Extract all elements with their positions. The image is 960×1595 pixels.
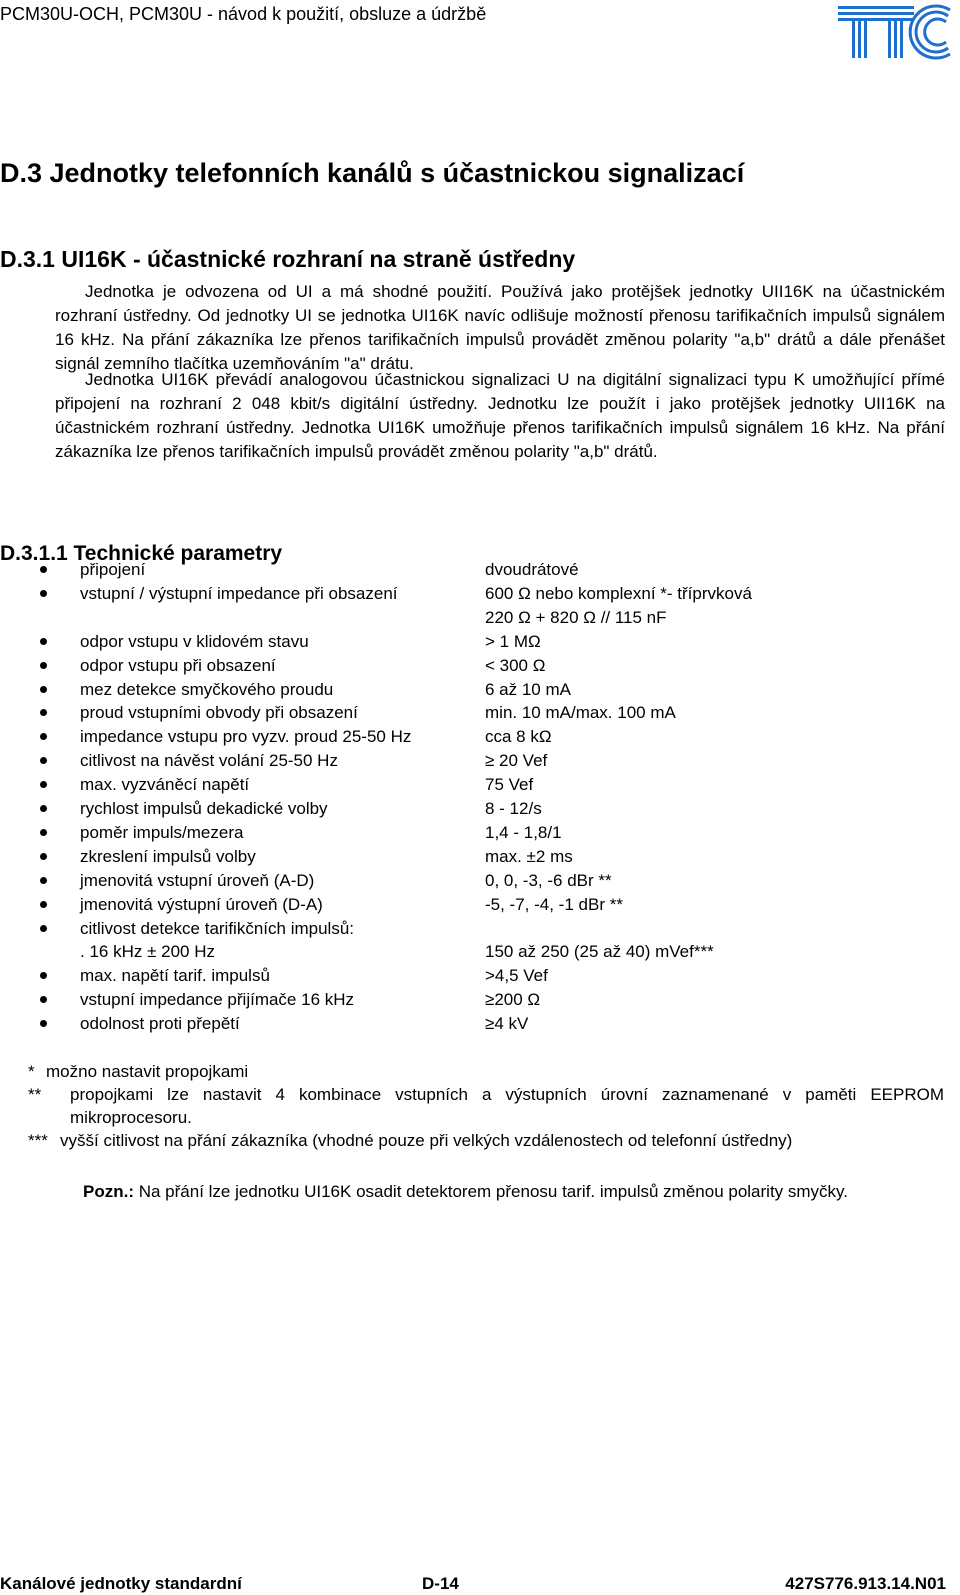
bullet-icon [40, 733, 47, 740]
param-row [0, 608, 900, 632]
bullet-icon [40, 590, 47, 597]
param-value: 0, 0, -3, -6 dBr ** [485, 870, 612, 890]
param-row [0, 823, 900, 847]
param-name: jmenovitá vstupní úroveň (A-D) [80, 870, 315, 890]
footnote-mark: ** [28, 1085, 42, 1104]
param-value: 1,4 - 1,8/1 [485, 822, 562, 842]
param-value: > 1 MΩ [485, 631, 541, 651]
param-name: citlivost detekce tarifikčních impulsů: [80, 918, 354, 938]
param-row [0, 799, 900, 823]
footnote-text: propojkami lze nastavit 4 kombinace vstupních a výstupních úrovní zaznamenané v paměti EEPROM mikroprocesoru. [70, 1085, 944, 1127]
param-name: připojení [80, 560, 146, 579]
param-value: 150 až 250 (25 až 40) mVef*** [485, 942, 714, 962]
bullet-icon [40, 757, 47, 764]
param-value: -5, -7, -4, -1 dBr ** [485, 894, 623, 914]
param-name: odolnost proti přepětí [80, 1014, 240, 1034]
param-name: zkreslení impulsů volby [80, 846, 256, 866]
bullet-icon [40, 686, 47, 693]
param-name: jmenovitá výstupní úroveň (D-A) [80, 894, 323, 914]
footnotes [28, 1060, 944, 1152]
param-row [0, 895, 900, 919]
param-value: dvoudrátové [485, 560, 579, 579]
param-value: cca 8 kΩ [485, 727, 552, 747]
param-value: ≥200 Ω [485, 990, 541, 1010]
param-row [0, 751, 900, 775]
params-title: D.3.1.1 Technické parametry [0, 542, 283, 565]
section-title: D.3 Jednotky telefonních kanálů s účastnickou signalizací [0, 158, 745, 188]
bullet-icon [40, 901, 47, 908]
footnote [28, 1083, 944, 1129]
footer-left-text: Kanálové jednotky standardní [0, 1574, 242, 1593]
footnote-text: možno nastavit propojkami [46, 1062, 249, 1081]
bullet-icon [40, 877, 47, 884]
param-value: max. ±2 ms [485, 846, 573, 866]
param-row [0, 584, 900, 608]
param-value: >4,5 Vef [485, 966, 548, 986]
footnote [28, 1129, 944, 1152]
ttc-logo [836, 2, 954, 62]
param-name: odpor vstupu v klidovém stavu [80, 631, 309, 651]
param-value: ≥4 kV [485, 1014, 529, 1034]
bullet-icon [40, 805, 47, 812]
param-value: min. 10 mA/max. 100 mA [485, 703, 676, 723]
bullet-icon [40, 638, 47, 645]
param-row [0, 727, 900, 751]
bullet-icon [40, 853, 47, 860]
footnote [28, 1060, 944, 1083]
param-row [0, 1014, 900, 1038]
footnote-mark: *** [28, 1131, 48, 1150]
bullet-icon [40, 662, 47, 669]
param-row [0, 775, 900, 799]
bullet-icon [40, 709, 47, 716]
param-value: ≥ 20 Vef [485, 751, 548, 771]
param-name: rychlost impulsů dekadické volby [80, 799, 328, 818]
param-value: 600 Ω nebo komplexní *- tříprvková [485, 583, 752, 603]
param-value: 8 - 12/s [485, 799, 542, 818]
param-value: < 300 Ω [485, 655, 546, 675]
bullet-icon [40, 925, 47, 932]
remark [55, 1180, 943, 1204]
bullet-icon [40, 996, 47, 1003]
footnote-text: vyšší citlivost na přání zákazníka (vhodné pouze při velkých vzdálenostech od telefonní ústředny) [60, 1131, 793, 1150]
param-value: 75 Vef [485, 775, 534, 795]
subsection-title: D.3.1 UI16K - účastnické rozhraní na straně ústředny [0, 246, 576, 272]
bullet-icon [40, 829, 47, 836]
param-name: vstupní impedance přijímače 16 kHz [80, 990, 355, 1010]
param-name: poměr impuls/mezera [80, 822, 244, 842]
bullet-icon [40, 566, 47, 573]
param-row [0, 632, 900, 656]
param-value: 220 Ω + 820 Ω // 115 nF [485, 607, 667, 627]
param-row [0, 871, 900, 895]
param-row [0, 942, 900, 966]
param-row [0, 847, 900, 871]
param-row [0, 919, 900, 943]
bullet-icon [40, 781, 47, 788]
remark-text: Na přání lze jednotku UI16K osadit detektorem přenosu tarif. impulsů změnou polarity smyčky. [134, 1182, 849, 1201]
param-value: 6 až 10 mA [485, 679, 571, 699]
footnote-mark: * [28, 1062, 35, 1081]
bullet-icon [40, 1020, 47, 1027]
document-title: PCM30U-OCH, PCM30U - návod k použití, obsluze a údržbě [0, 4, 487, 24]
param-row [0, 680, 900, 704]
page-number: D-14 [422, 1574, 459, 1593]
bullet-icon [40, 972, 47, 979]
param-name: impedance vstupu pro vyzv. proud 25-50 Hz [80, 727, 412, 747]
param-row [0, 656, 900, 680]
intro-paragraph: Jednotka je odvozena od UI a má shodné použití. Používá jako protějšek jednotky UII16K na účastnickém rozhraní ústředny. Od jednotky UI se jednotka UI16K navíc odlišuje možností přenosu tarifikačních impulsů signálem 16 kHz. Na přání zákazníka lze přenos tarifikačních impulsů provádět změnou polarity "a,b" drátů a dále přenášet signál zemního tlačítka uzemňováním "a" drátu. [55, 282, 945, 373]
param-name: . 16 kHz ± 200 Hz [80, 942, 215, 962]
description-paragraph: Jednotka UI16K převádí analogovou účastnickou signalizaci U na digitální signalizaci typu K umožňující přímé připojení na rozhraní 2 048 kbit/s digitální ústředny. Jednotku lze použít i jako protějšek jednotky UII16K na účastnickém rozhraní ústředny. Jednotka UI16K umožňuje přenos tarifikačních impulsů signálem 16 kHz. Na přání zákazníka lze přenos tarifikačních impulsů provádět změnou polarity "a,b" drátů. [55, 370, 945, 461]
param-row [0, 966, 900, 990]
param-name: citlivost na návěst volání 25-50 Hz [80, 751, 338, 771]
param-name: max. napětí tarif. impulsů [80, 966, 270, 986]
remark-label: Pozn.: [83, 1182, 134, 1201]
param-name: mez detekce smyčkového proudu [80, 679, 334, 699]
param-name: proud vstupními obvody při obsazení [80, 703, 358, 723]
param-row [0, 703, 900, 727]
param-name: max. vyzváněcí napětí [80, 775, 250, 795]
param-row [0, 990, 900, 1014]
param-row [0, 560, 900, 584]
param-name: vstupní / výstupní impedance při obsazení [80, 583, 398, 603]
document-code: 427S776.913.14.N01 [785, 1574, 946, 1593]
param-name: odpor vstupu při obsazení [80, 655, 276, 675]
